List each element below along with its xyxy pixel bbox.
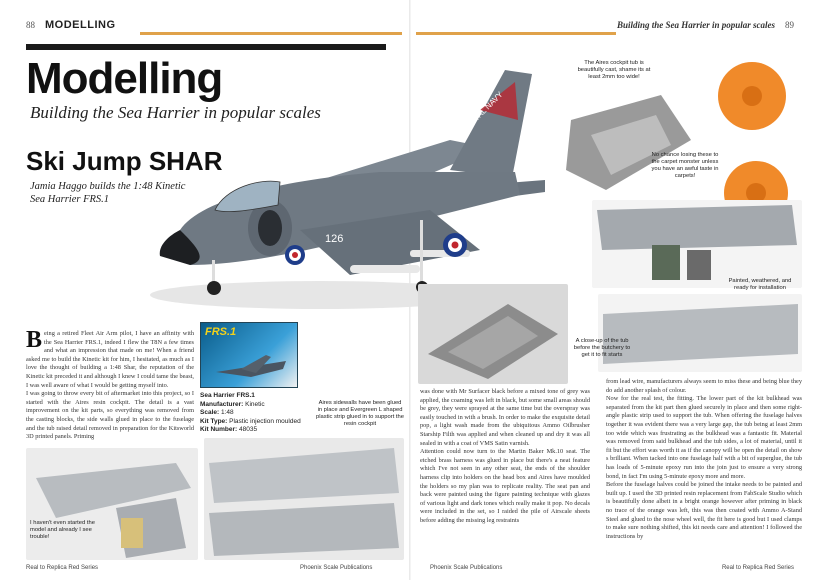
article-byline: Jamia Haggo builds the 1:48 Kinetic Sea Harrier FRS.1 [30, 181, 186, 205]
caption-painted: Painted, weathered, and ready for installation [728, 278, 792, 291]
page-title: Modelling [26, 54, 223, 103]
kit-box-title: FRS.1 [205, 326, 237, 338]
scale-value: 1:48 [220, 409, 234, 417]
page-number-left: 88 [26, 20, 35, 30]
nose-number: 126 [325, 233, 344, 245]
kit-name: Sea Harrier FRS.1 [200, 392, 255, 399]
body-paragraph-6: Now for the real test, the fitting. The lower part of the kit bulkhead was separated from the kit part then glued securely in place and then some right-angle plastic strip used to support the tub. When offering the fuselage halves together it was evident there was a very large gap, the tub being at least 2mm too wide which was frustrating as the bulkhead was a fantastic fit. Material was removed from said bulkhead and the tub sides, a lot of material, until it fit but the effort was worth it as if the canopy will be open the detail on show s brilliant. When tacked into one fuselage half with a bit of superglue, the tub has loads of 5-minute epoxy run into the join just to ensure a very strong bond, in fact I'm using 5-minute epoxy more and more. [606, 395, 802, 480]
footer-mid-left: Phoenix Scale Publications [300, 565, 373, 571]
manufacturer-label: Manufacturer: [200, 400, 244, 408]
body-paragraph-3: was done with Mr Surfacer black before a mixed tone of grey was applied, the coaming was left in black, but some small areas should be grey, they were sprayed at the same time but the overspray was easily touched in with a brush. In order to make the exquisite detail pop, a light wash made from the ubiquitous Ammo Oilbrusher Starship Filth was applied and when cleaned up and dry it was all sealed in with a coat of VMS Satin varnish. [420, 388, 590, 447]
kit-box-image [200, 322, 298, 388]
kit-number-value: 48035 [239, 426, 258, 434]
fuselage-photo-1 [26, 448, 198, 560]
kit-number-label: Kit Number: [200, 426, 238, 434]
page-number-right: 89 [785, 20, 794, 30]
body-column-1 [26, 330, 194, 442]
running-title: Building the Sea Harrier in popular scales [616, 20, 775, 30]
caption-sidewalls: Aires sidewalls have been glued in place and Evergreen L shaped plastic strip glued in to support the resin cockpit [316, 400, 404, 427]
caption-trouble: I haven't even started the model and already I see trouble! [30, 520, 95, 540]
page-subtitle: Building the Sea Harrier in popular scales [30, 103, 321, 122]
kit-box-aircraft-art [211, 347, 291, 385]
article-headline: Ski Jump SHAR [26, 146, 223, 176]
header-accent-bar-left [140, 32, 402, 35]
scale-label: Scale: [200, 409, 220, 417]
footer-right: Real to Replica Red Series [721, 565, 794, 571]
caption-carpet: No chance losing these to the carpet monster unless you have an awful taste in carpets! [651, 152, 719, 179]
body-paragraph-5: from lead wire, manufacturers always seem to miss these and being blue they do add another splash of colour. [606, 378, 802, 394]
sea-harrier-hero-image [120, 60, 550, 320]
kit-type-value: Plastic injection moulded [229, 417, 301, 425]
body-paragraph-4: Attention could now turn to the Martin Baker Mk.10 seat. The etched brass harness was glued in place but there's a neat feature which I've not seen in any other seat, the ends of the shoulder harness clip into holders on the head box and Aires have moulded the holders so my plan was to replicate reality. The seat pan and back were painted using the figure painting technique with glazes of various light and dark tones which really make it pop. No decals were included in the set, so I raided the pile of Airscale sheets before adding the missing leg restraints [420, 448, 590, 524]
header-accent-bar-right [416, 32, 616, 35]
manufacturer-value: Kinetic [245, 400, 265, 408]
section-label: MODELLING [45, 19, 116, 31]
painted-part-photo [592, 200, 802, 288]
fuselage-photo-2 [204, 438, 404, 560]
tail-royal-navy-text: ROYAL NAVY [463, 89, 505, 132]
footer-left: Real to Replica Red Series [26, 565, 99, 571]
caption-closeup: A close-up of the tub before the butchery to get it to fit starts [573, 338, 631, 358]
kit-type-label: Kit Type: [200, 417, 228, 425]
closeup-tub-photo [418, 284, 568, 384]
caption-cockpit-tub: The Aires cockpit tub is beautifully cast, shame its at least 2mm too wide! [577, 60, 651, 80]
right-running-header [617, 18, 794, 32]
footer-mid-right: Phoenix Scale Publications [430, 565, 503, 571]
body-paragraph-7: Before the fuselage halves could be joined the intake needs to be painted and built up. I used the 3D printed resin replacement from FabScale Studio which is beautifully done albeit in a bright orange however after priming in black no trace of the orange was left, this was then coated with Ammo A-Stand Steel and glued to the nose wheel well, the fit here is good but I used clamps to make sure nothing shifted, this kit needs care and attention! I followed the instructions by [606, 481, 802, 540]
body-column-3 [606, 378, 802, 560]
body-paragraph-1: eing a retired Fleet Air Arm pilot, I have an affinity with the Sea Harrier FRS.1, indeed I flew the T8N a few times and what an impression that made on me! When a friend asked me to build the Kinetic kit for him, I hesitated, as much as I love the thought of building a 1:48 Shar, the reputation of the Kinetic kit preceded it and although I knew I could tame the beast, I was well aware of what I would be getting myself into. [26, 330, 194, 389]
title-rule [26, 44, 386, 50]
dropcap: B [26, 330, 43, 353]
left-running-header [26, 18, 116, 32]
body-column-2 [420, 388, 590, 560]
body-paragraph-2: I was going to throw every bit of aftermarket into this project, so I started with the Aires resin cockpit. The detail is a vast improvement on the kit parts, so everything was removed from the casting blocks, the side walls glued in place to the fuselage and the tub raised detail removed in preparation for the Kitsworld 3D printed panels. Priming [26, 390, 194, 441]
fuselage-inner-photo [598, 294, 802, 372]
kit-specs [200, 392, 310, 435]
